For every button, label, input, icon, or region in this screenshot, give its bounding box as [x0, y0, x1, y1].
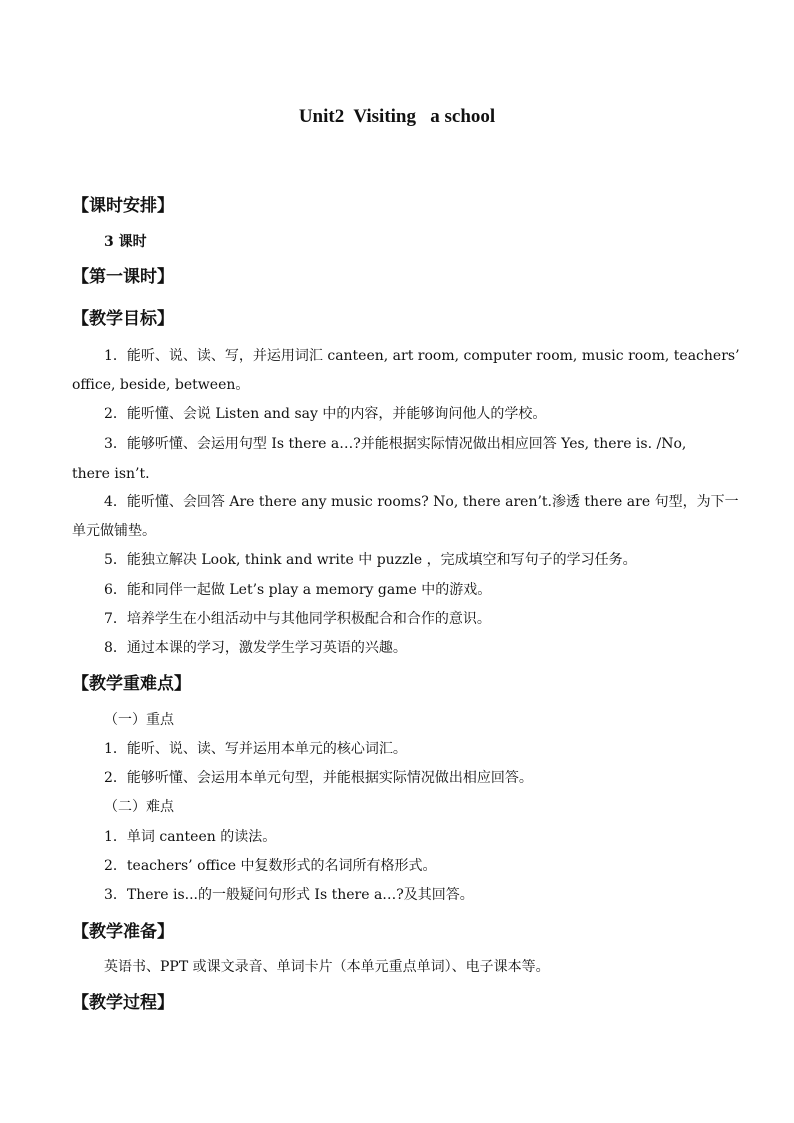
keypoint-line: 3．There is...的一般疑问句形式 Is there a…?及其回答。	[104, 887, 474, 903]
heading-preparation: 【教学准备】	[72, 922, 174, 942]
objective-line: 2．能听懂、会说 Listen and say 中的内容，并能够询问他人的学校。	[104, 406, 547, 422]
schedule-text: 3 课时	[104, 234, 147, 250]
keypoint-line: 2．teachers’ office 中复数形式的名词所有格形式。	[104, 858, 437, 874]
objective-line: 单元做铺垫。	[72, 523, 156, 539]
objective-line: 5．能独立解决 Look, think and write 中 puzzle ，完成填空和写句子的学习任务。	[104, 552, 637, 568]
preparation-text: 英语书、PPT 或课文录音、单词卡片（本单元重点单词）、电子课本等。	[104, 959, 550, 975]
objective-line: 6．能和同伴一起做 Let’s play a memory game 中的游戏。	[104, 582, 492, 598]
keypoint-line: 2．能够听懂、会运用本单元句型，并能根据实际情况做出相应回答。	[104, 770, 533, 786]
keypoint-line: 1．单词 canteen 的读法。	[104, 829, 277, 845]
objective-line: 4．能听懂、会回答 Are there any music rooms? No, there aren’t.渗透 there are 句型，为下一	[104, 494, 739, 510]
objective-line: there isn’t.	[72, 466, 150, 482]
document-title: Unit2 Visiting a school	[298, 106, 496, 127]
keypoint-line: 1．能听、说、读、写并运用本单元的核心词汇。	[104, 741, 407, 757]
heading-lesson1: 【第一课时】	[72, 267, 174, 287]
heading-process: 【教学过程】	[72, 993, 174, 1013]
heading-objectives: 【教学目标】	[72, 309, 174, 329]
objective-line: 7．培养学生在小组活动中与其他同学积极配合和合作的意识。	[104, 611, 491, 627]
objective-line: 8．通过本课的学习，激发学生学习英语的兴趣。	[104, 640, 407, 656]
heading-schedule: 【课时安排】	[72, 196, 174, 216]
keypoint-line: （一）重点	[104, 712, 174, 728]
objective-line: office, beside, between。	[72, 377, 250, 393]
keypoint-line: （二）难点	[104, 799, 174, 815]
objective-line: 3．能够听懂、会运用句型 Is there a…?并能根据实际情况做出相应回答 Yes, there is. /No,	[104, 436, 687, 452]
objective-line: 1．能听、说、读、写，并运用词汇 canteen, art room, computer room, music room, teachers’	[104, 348, 740, 364]
heading-keypoints: 【教学重难点】	[72, 674, 191, 694]
